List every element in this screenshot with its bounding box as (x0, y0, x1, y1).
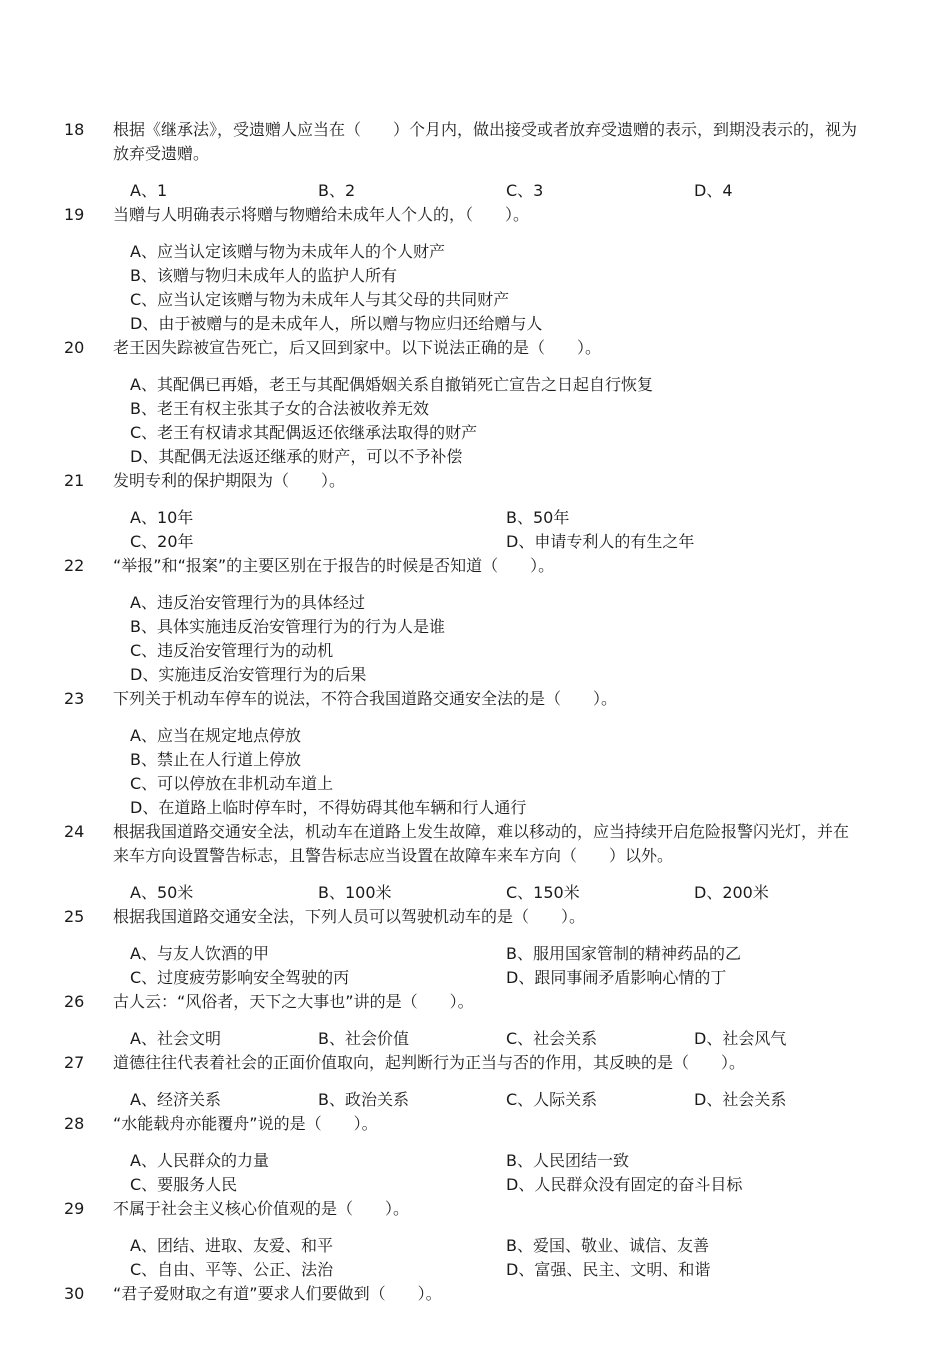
answer-options (0, 179, 950, 203)
question-text: 根据我国道路交通安全法，下列人员可以驾驶机动车的是（ ）。 (113, 907, 586, 926)
question-24 (0, 820, 950, 905)
question-stem (0, 1051, 950, 1075)
question-text: “君子爱财取之有道”要求人们要做到（ ）。 (113, 1284, 442, 1303)
answer-option: A、50米 (130, 883, 194, 902)
answer-options (0, 591, 950, 687)
question-number: 27 (64, 1053, 85, 1072)
question-20 (0, 336, 950, 469)
answer-option: A、与友人饮酒的甲 (130, 944, 269, 963)
question-text: 老王因失踪被宣告死亡，后又回到家中。以下说法正确的是（ ）。 (113, 338, 602, 357)
question-text: 根据《继承法》，受遗赠人应当在（ ）个月内，做出接受或者放弃受遗赠的表示，到期没表示的，视为放弃受遗赠。 (113, 120, 858, 163)
answer-option: A、人民群众的力量 (130, 1151, 269, 1170)
answer-option: C、违反治安管理行为的动机 (130, 641, 334, 660)
answer-options (0, 881, 950, 905)
answer-option: A、10年 (130, 508, 194, 527)
answer-option: A、违反治安管理行为的具体经过 (130, 593, 365, 612)
question-21 (0, 469, 950, 554)
question-25 (0, 905, 950, 990)
answer-option: A、其配偶已再婚，老王与其配偶婚姻关系自撤销死亡宣告之日起自行恢复 (130, 375, 653, 394)
question-stem (0, 905, 950, 929)
answer-option: B、老王有权主张其子女的合法被收养无效 (130, 399, 429, 418)
answer-option: C、要服务人民 (130, 1175, 238, 1194)
question-text: “水能载舟亦能覆舟”说的是（ ）。 (113, 1114, 378, 1133)
question-text: 发明专利的保护期限为（ ）。 (113, 471, 346, 490)
question-number: 24 (64, 822, 85, 841)
answer-option: B、该赠与物归未成年人的监护人所有 (130, 266, 397, 285)
answer-option: C、自由、平等、公正、法治 (130, 1260, 334, 1279)
answer-options (0, 1088, 950, 1112)
question-text: 道德往往代表着社会的正面价值取向，起判断行为正当与否的作用，其反映的是（ ）。 (113, 1053, 746, 1072)
question-number: 22 (64, 556, 85, 575)
question-29 (0, 1197, 950, 1282)
answer-options (0, 240, 950, 336)
question-text: 下列关于机动车停车的说法，不符合我国道路交通安全法的是（ ）。 (113, 689, 618, 708)
question-number: 18 (64, 120, 85, 139)
answer-option: D、人民群众没有固定的奋斗目标 (506, 1175, 743, 1194)
answer-option: D、实施违反治安管理行为的后果 (130, 665, 367, 684)
question-stem (0, 203, 950, 227)
answer-option: A、应当在规定地点停放 (130, 726, 301, 745)
question-18 (0, 118, 950, 203)
question-stem (0, 687, 950, 711)
answer-option: A、团结、进取、友爱、和平 (130, 1236, 333, 1255)
answer-option: D、富强、民主、文明、和谐 (506, 1260, 711, 1279)
answer-options (0, 1234, 950, 1282)
answer-option: B、禁止在人行道上停放 (130, 750, 301, 769)
question-stem (0, 1112, 950, 1136)
answer-option: C、应当认定该赠与物为未成年人与其父母的共同财产 (130, 290, 510, 309)
answer-option: B、100米 (318, 883, 392, 902)
question-text: 古人云：“风俗者，天下之大事也”讲的是（ ）。 (113, 992, 474, 1011)
answer-options (0, 1149, 950, 1197)
question-number: 25 (64, 907, 85, 926)
answer-options (0, 506, 950, 554)
answer-option: A、社会文明 (130, 1029, 221, 1048)
answer-option: B、50年 (506, 508, 570, 527)
question-stem (0, 1197, 950, 1221)
answer-options (0, 724, 950, 820)
question-26 (0, 990, 950, 1051)
answer-option: D、跟同事闹矛盾影响心情的丁 (506, 968, 727, 987)
answer-option: C、老王有权请求其配偶返还依继承法取得的财产 (130, 423, 478, 442)
question-number: 30 (64, 1284, 85, 1303)
question-22 (0, 554, 950, 687)
answer-options (0, 1027, 950, 1051)
question-number: 23 (64, 689, 85, 708)
answer-options (0, 373, 950, 469)
answer-option: B、具体实施违反治安管理行为的行为人是谁 (130, 617, 445, 636)
question-28 (0, 1112, 950, 1197)
answer-option: D、其配偶无法返还继承的财产，可以不予补偿 (130, 447, 463, 466)
question-number: 28 (64, 1114, 85, 1133)
question-23 (0, 687, 950, 820)
answer-option: D、在道路上临时停车时，不得妨碍其他车辆和行人通行 (130, 798, 527, 817)
question-19 (0, 203, 950, 336)
question-stem (0, 1282, 950, 1306)
question-stem (0, 820, 950, 868)
answer-option: D、200米 (694, 883, 769, 902)
question-text: 当赠与人明确表示将赠与物赠给未成年人个人的，（ ）。 (113, 205, 530, 224)
question-stem (0, 990, 950, 1014)
question-30 (0, 1282, 950, 1306)
question-number: 26 (64, 992, 85, 1011)
question-stem (0, 336, 950, 360)
answer-option: B、政治关系 (318, 1090, 409, 1109)
answer-option: C、150米 (506, 883, 580, 902)
question-number: 20 (64, 338, 85, 357)
question-stem (0, 118, 950, 166)
question-number: 29 (64, 1199, 85, 1218)
exam-page (0, 118, 950, 1306)
answer-option: C、社会关系 (506, 1029, 598, 1048)
answer-option: C、过度疲劳影响安全驾驶的丙 (130, 968, 350, 987)
answer-option: B、爱国、敬业、诚信、友善 (506, 1236, 709, 1255)
question-text: “举报”和“报案”的主要区别在于报告的时候是否知道（ ）。 (113, 556, 555, 575)
answer-option: A、经济关系 (130, 1090, 221, 1109)
question-number: 21 (64, 471, 85, 490)
answer-option: B、服用国家管制的精神药品的乙 (506, 944, 741, 963)
answer-option: D、4 (694, 181, 733, 200)
answer-option: D、社会关系 (694, 1090, 787, 1109)
question-text: 根据我国道路交通安全法，机动车在道路上发生故障，难以移动的，应当持续开启危险报警闪光灯，并在来车方向设置警告标志，且警告标志应当设置在故障车来车方向（ ）以外。 (113, 822, 850, 865)
answer-option: C、可以停放在非机动车道上 (130, 774, 334, 793)
answer-option: C、人际关系 (506, 1090, 598, 1109)
answer-options (0, 942, 950, 990)
question-stem (0, 554, 950, 578)
question-27 (0, 1051, 950, 1112)
question-text: 不属于社会主义核心价值观的是（ ）。 (113, 1199, 410, 1218)
answer-option: D、社会风气 (694, 1029, 787, 1048)
answer-option: C、3 (506, 181, 544, 200)
question-stem (0, 469, 950, 493)
answer-option: D、申请专利人的有生之年 (506, 532, 695, 551)
answer-option: A、1 (130, 181, 168, 200)
answer-option: C、20年 (130, 532, 194, 551)
question-number: 19 (64, 205, 85, 224)
answer-option: B、2 (318, 181, 356, 200)
answer-option: B、人民团结一致 (506, 1151, 629, 1170)
answer-option: A、应当认定该赠与物为未成年人的个人财产 (130, 242, 445, 261)
answer-option: B、社会价值 (318, 1029, 409, 1048)
answer-option: D、由于被赠与的是未成年人，所以赠与物应归还给赠与人 (130, 314, 543, 333)
